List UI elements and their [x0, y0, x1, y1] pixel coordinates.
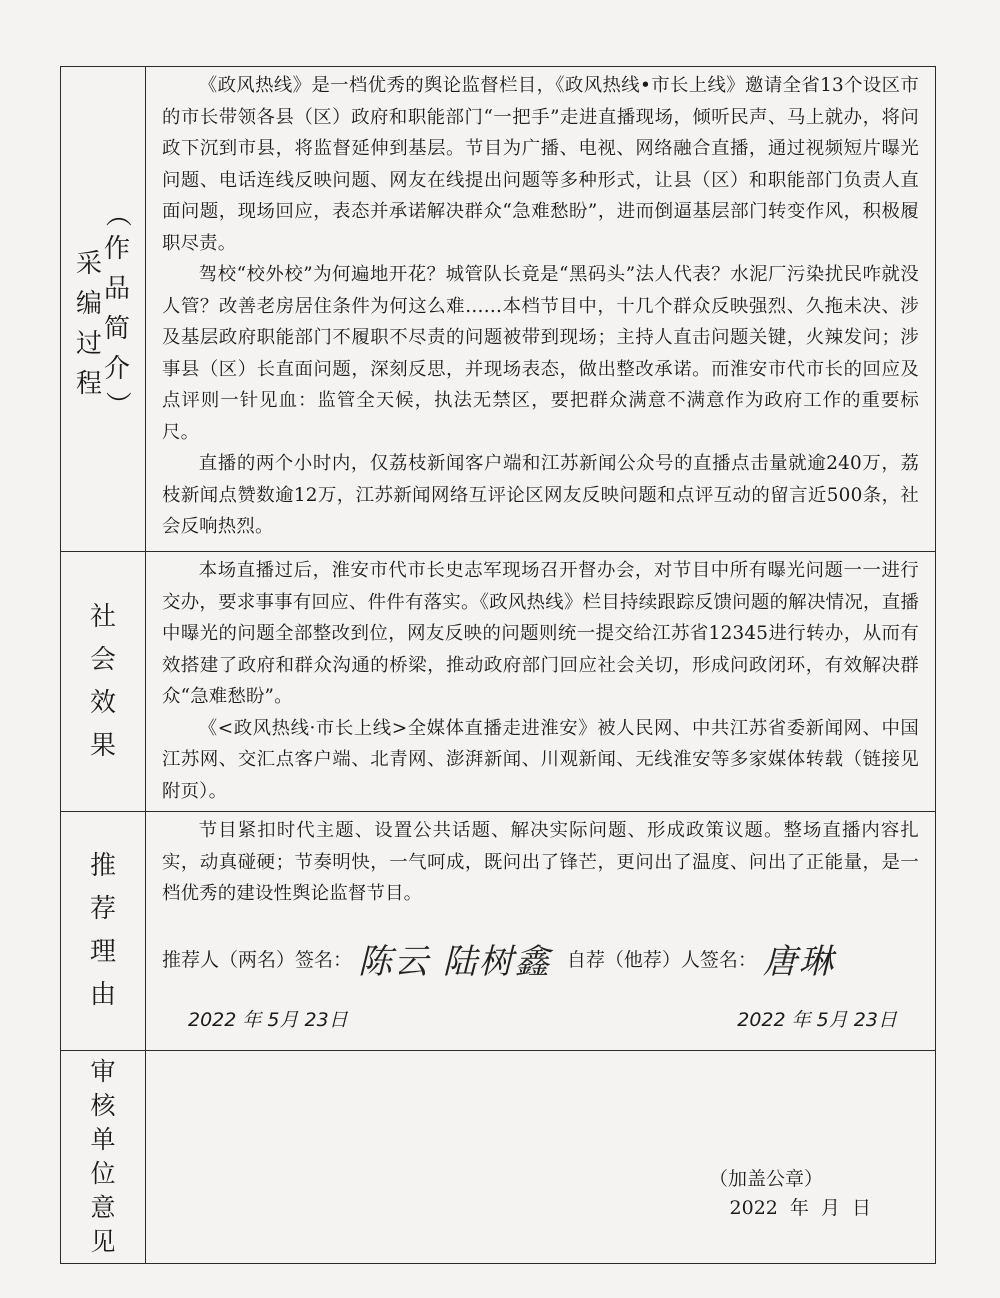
- self-date: 2022 年 5月 23日: [737, 1008, 897, 1031]
- audit-content-cell: [146, 1051, 936, 1264]
- label-char: 核: [90, 1091, 116, 1120]
- label-char: 意: [90, 1193, 116, 1222]
- entry-form-table: [60, 66, 936, 1264]
- reason-label: [61, 845, 145, 1017]
- self-signature: 唐琳: [762, 941, 835, 982]
- label-char: 推: [89, 851, 116, 881]
- label-paren-open: （: [102, 200, 133, 228]
- stamp-note: （加盖公章）: [708, 1168, 823, 1190]
- label-char: 单: [90, 1125, 116, 1154]
- label-char: 荐: [89, 894, 116, 924]
- recommender-signatures: 陈云 陆树鑫: [358, 941, 551, 982]
- process-row: [61, 67, 936, 552]
- label-char: 介: [104, 354, 131, 384]
- label-char: 效: [89, 687, 116, 718]
- effect-label-cell: [61, 552, 146, 812]
- label-char: 果: [89, 730, 116, 761]
- label-char: 理: [89, 937, 116, 967]
- audit-date: 2022 年 月 日: [729, 1197, 871, 1219]
- label-char: 会: [89, 644, 116, 675]
- audit-label-cell: [61, 1051, 146, 1264]
- reason-row: [61, 812, 936, 1051]
- label-char: 社: [89, 601, 116, 632]
- recommender-date: 2022 年 5月 23日: [188, 1008, 348, 1031]
- self-recommend-label: 自荐（他荐）人签名：: [566, 948, 757, 971]
- effect-paragraph: 《<政风热线·市长上线>全媒体直播走进淮安》被人民网、中共江苏省委新闻网、中国江苏网、交汇点客户端、北青网、澎湃新闻、川观新闻、无线淮安等多家媒体转载（链接见附页）。: [162, 717, 919, 802]
- label-paren-close: ）: [102, 390, 133, 418]
- label-char: 作: [104, 234, 131, 264]
- label-char: 程: [75, 369, 102, 399]
- reason-label-cell: [61, 812, 146, 1051]
- process-paragraph: 直播的两个小时内，仅荔枝新闻客户端和江苏新闻公众号的直播点击量就逾240万，荔枝新闻点赞数逾12万，江苏新闻网络互评论区网友反映问题和点评互动的留言近500条，社会反响热烈。: [162, 453, 919, 537]
- process-label-cell: [61, 67, 146, 552]
- label-char: 见: [90, 1227, 116, 1256]
- effect-label: [61, 596, 145, 768]
- reason-paragraph: 节目紧扣时代主题、设置公共话题、解决实际问题、形成政策议题。整场直播内容扎实，动真碰硬；节奏明快，一气呵成，既问出了锋芒，更问出了温度、问出了正能量，是一档优秀的建设性舆论监督节目。: [162, 820, 919, 904]
- process-content-cell: [146, 67, 936, 552]
- label-char: 位: [90, 1159, 116, 1188]
- process-paragraph: 驾校“校外校”为何遍地开花？城管队长竟是“黑码头”法人代表？水泥厂污染扰民咋就没人管？改善老房居住条件为何这么难……本档节目中，十几个群众反映强烈、久拖未决、涉及基层政府职能部门不履职不尽责的问题被带到现场；主持人直击问题关键，火辣发问；涉事县（区）长直面问题，深刻反思，并现场表态，做出整改承诺。而淮安市代市长的回应及点评则一针见血：监管全天候，执法无禁区，要把群众满意不满意作为政府工作的重要标尺。: [162, 264, 919, 443]
- signature-dates: [146, 1005, 935, 1032]
- reason-content-cell: [146, 812, 936, 1051]
- effect-content-cell: [146, 552, 936, 812]
- label-char: 简: [104, 314, 131, 344]
- recommenders-label: 推荐人（两名）签名：: [162, 948, 353, 971]
- label-char: 过: [75, 329, 102, 359]
- label-char: 编: [75, 289, 102, 319]
- signature-row: [146, 934, 935, 983]
- effect-row: [61, 552, 936, 812]
- label-char: 审: [90, 1057, 116, 1086]
- effect-paragraph: 本场直播过后，淮安市代市长史志军现场召开督办会，对节目中所有曝光问题一一进行交办，要求事事有回应、件件有落实。《政风热线》栏目持续跟踪反馈问题的解决情况，直播中曝光的问题全部整改到位，网友反映的问题则统一提交给江苏省12345进行转办，从而有效搭建了政府和群众沟通的桥梁，推动政府部门回应社会关切，形成问政闭环，有效解决群众“急难愁盼”。: [162, 560, 919, 707]
- audit-row: [61, 1051, 936, 1264]
- label-char: 品: [104, 274, 131, 304]
- audit-label: [61, 1055, 145, 1259]
- process-label: [61, 199, 145, 419]
- label-char: 采: [75, 249, 102, 279]
- process-paragraph: 《政风热线》是一档优秀的舆论监督栏目，《政风热线•市长上线》邀请全省13个设区市的市长带领各县（区）政府和职能部门“一把手”走进直播现场，倾听民声、马上就办，将问政下沉到市县，将监督延伸到基层。节目为广播、电视、网络融合直播，通过视频短片曝光问题、电话连线反映问题、网友在线提出问题等多种形式，让县（区）和职能部门负责人直面问题，现场回应，表态并承诺解决群众“急难愁盼”，进而倒逼基层部门转变作风，积极履职尽责。: [162, 75, 919, 254]
- label-char: 由: [89, 980, 116, 1010]
